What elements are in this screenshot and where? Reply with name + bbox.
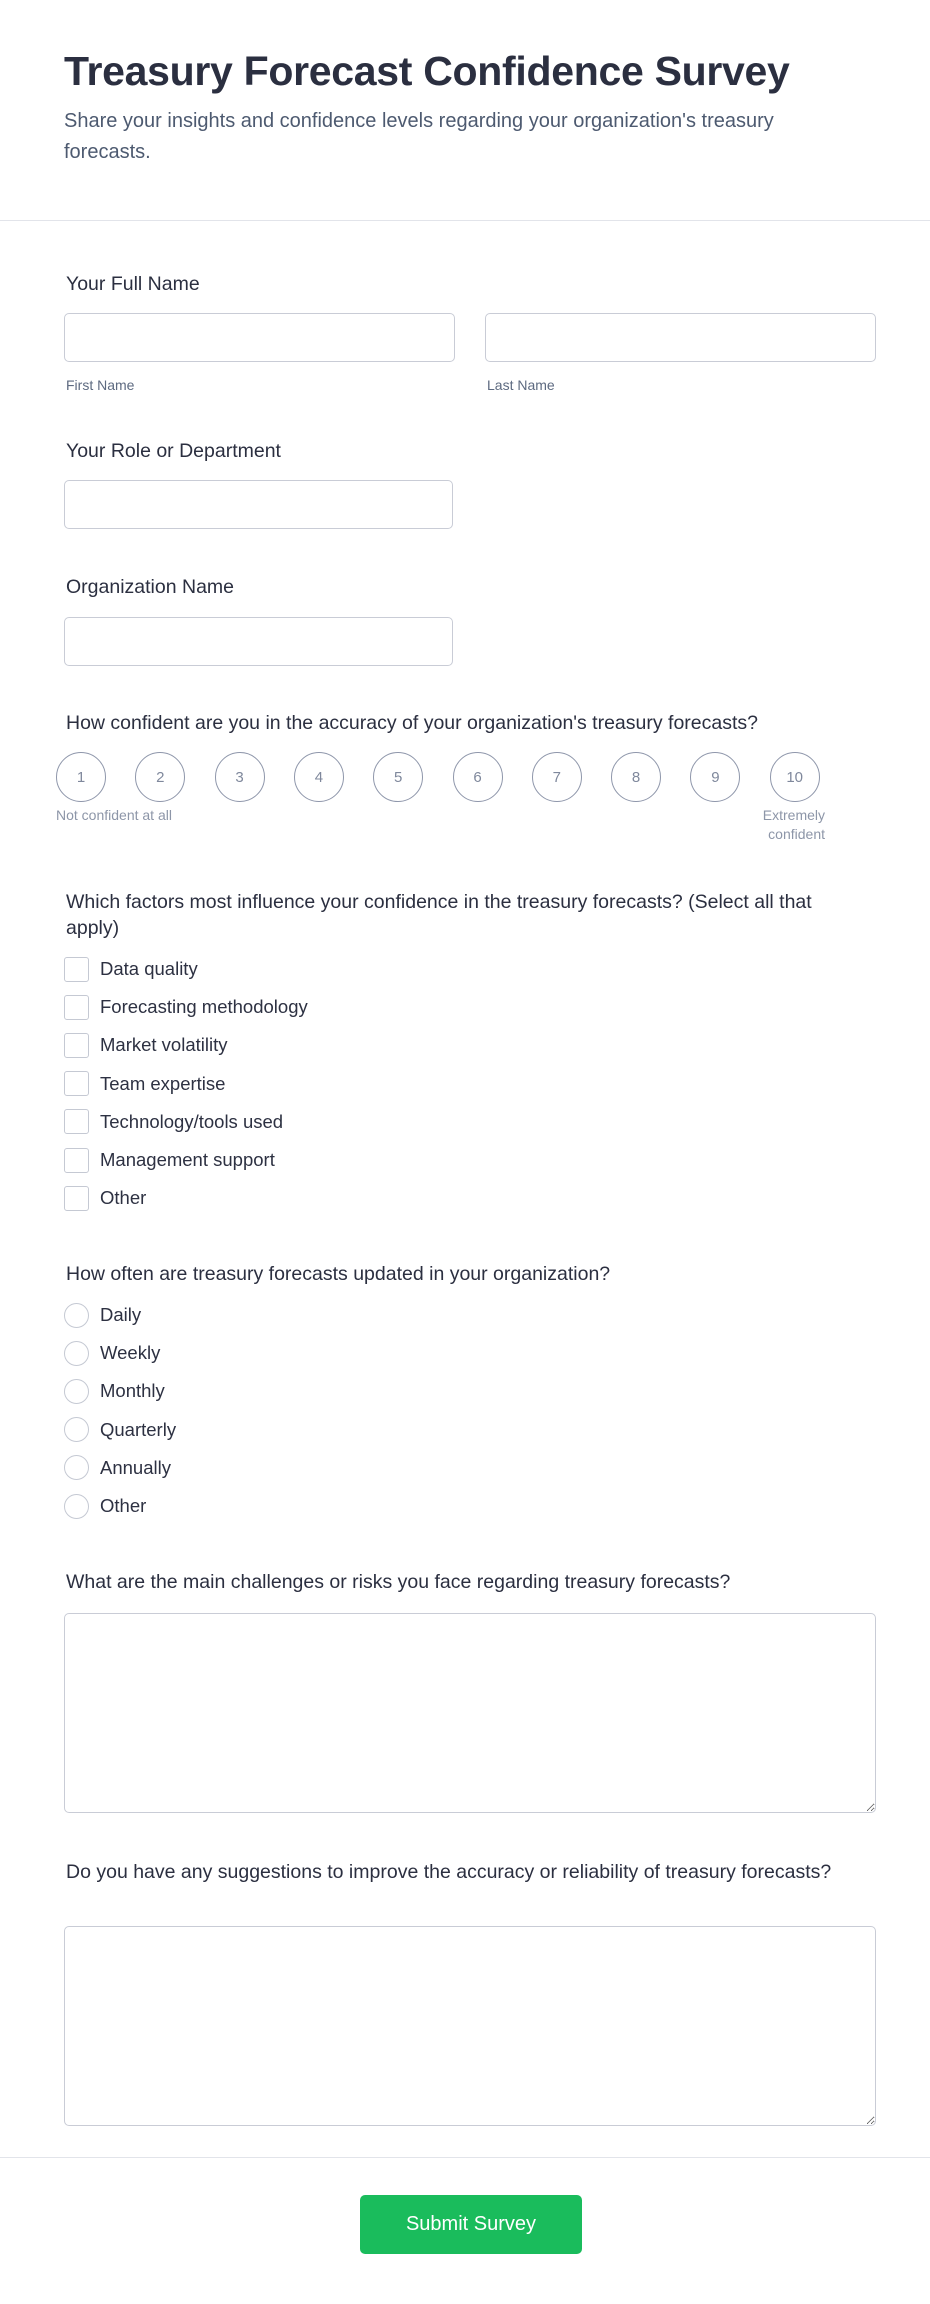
radio-button[interactable] — [64, 1417, 89, 1442]
rating-option-3[interactable]: 3 — [215, 752, 265, 802]
checkbox[interactable] — [64, 1186, 89, 1211]
factor-option[interactable] — [64, 994, 308, 1020]
frequency-option-label: Weekly — [100, 1342, 161, 1364]
factor-option-label: Other — [100, 1187, 147, 1209]
checkbox[interactable] — [64, 1033, 89, 1058]
first-name-sublabel: First Name — [66, 377, 135, 393]
rating-option-10[interactable]: 10 — [770, 752, 820, 802]
header-divider — [0, 220, 930, 221]
factor-option-label: Technology/tools used — [100, 1110, 284, 1132]
suggestions-textarea[interactable] — [64, 1926, 876, 2126]
confidence-question: How confident are you in the accuracy of your organization's treasury forecasts? — [66, 712, 758, 734]
rating-option-9[interactable]: 9 — [690, 752, 740, 802]
rating-option-4[interactable]: 4 — [294, 752, 344, 802]
organization-input[interactable] — [64, 617, 453, 666]
factor-option[interactable] — [64, 956, 198, 982]
first-name-input[interactable] — [64, 313, 455, 362]
rating-option-1[interactable]: 1 — [56, 752, 106, 802]
footer-divider — [0, 2157, 930, 2158]
frequency-option-label: Annually — [100, 1456, 171, 1478]
rating-option-8[interactable]: 8 — [611, 752, 661, 802]
radio-button[interactable] — [64, 1455, 89, 1480]
last-name-input[interactable] — [485, 313, 876, 362]
factor-option-label: Market volatility — [100, 1034, 228, 1056]
frequency-question: How often are treasury forecasts updated in your organization? — [66, 1263, 611, 1285]
factor-option[interactable] — [64, 1185, 146, 1211]
suggestions-question: Do you have any suggestions to improve the accuracy or reliability of treasury forecasts? — [66, 1861, 832, 1883]
challenges-textarea[interactable] — [64, 1613, 876, 1813]
checkbox[interactable] — [64, 1109, 89, 1134]
frequency-option[interactable] — [64, 1378, 165, 1404]
radio-button[interactable] — [64, 1341, 89, 1366]
checkbox[interactable] — [64, 1148, 89, 1173]
frequency-option-label: Monthly — [100, 1380, 165, 1402]
radio-button[interactable] — [64, 1494, 89, 1519]
role-label: Your Role or Department — [66, 440, 281, 462]
factor-option[interactable] — [64, 1071, 225, 1097]
frequency-option[interactable] — [64, 1417, 176, 1443]
factors-question: Which factors most influence your confidence in the treasury forecasts? (Select all that apply) — [66, 891, 812, 939]
organization-label: Organization Name — [66, 576, 234, 598]
radio-button[interactable] — [64, 1379, 89, 1404]
submit-survey-button[interactable]: Submit Survey — [360, 2195, 582, 2254]
factor-option[interactable] — [64, 1032, 227, 1058]
checkbox[interactable] — [64, 1071, 89, 1096]
frequency-option[interactable] — [64, 1302, 141, 1328]
frequency-option-label: Quarterly — [100, 1418, 177, 1440]
scale-max-label: Extremely confident — [762, 807, 825, 842]
checkbox[interactable] — [64, 995, 89, 1020]
frequency-option[interactable] — [64, 1455, 171, 1481]
factor-option[interactable] — [64, 1147, 275, 1173]
role-input[interactable] — [64, 480, 453, 529]
frequency-option[interactable] — [64, 1493, 146, 1519]
factor-option-label: Management support — [100, 1149, 275, 1170]
rating-option-7[interactable]: 7 — [532, 752, 582, 802]
rating-option-6[interactable]: 6 — [453, 752, 503, 802]
rating-option-5[interactable]: 5 — [373, 752, 423, 802]
page-title: Treasury Forecast Confidence Survey — [64, 48, 790, 94]
factor-option[interactable] — [64, 1109, 283, 1135]
full-name-label: Your Full Name — [66, 273, 200, 295]
frequency-option[interactable] — [64, 1340, 160, 1366]
checkbox[interactable] — [64, 957, 89, 982]
factor-option-label: Team expertise — [100, 1072, 226, 1094]
rating-option-2[interactable]: 2 — [135, 752, 185, 802]
frequency-option-label: Other — [100, 1495, 147, 1516]
last-name-sublabel: Last Name — [487, 377, 555, 393]
frequency-option-label: Daily — [100, 1304, 142, 1325]
radio-button[interactable] — [64, 1303, 89, 1328]
page-subtitle: Share your insights and confidence levels regarding your organization's treasury forecasts. — [64, 110, 774, 163]
factor-option-label: Forecasting methodology — [100, 996, 308, 1018]
factor-option-label: Data quality — [100, 958, 198, 979]
challenges-question: What are the main challenges or risks you face regarding treasury forecasts? — [66, 1571, 731, 1593]
scale-min-label: Not confident at all — [56, 807, 172, 823]
